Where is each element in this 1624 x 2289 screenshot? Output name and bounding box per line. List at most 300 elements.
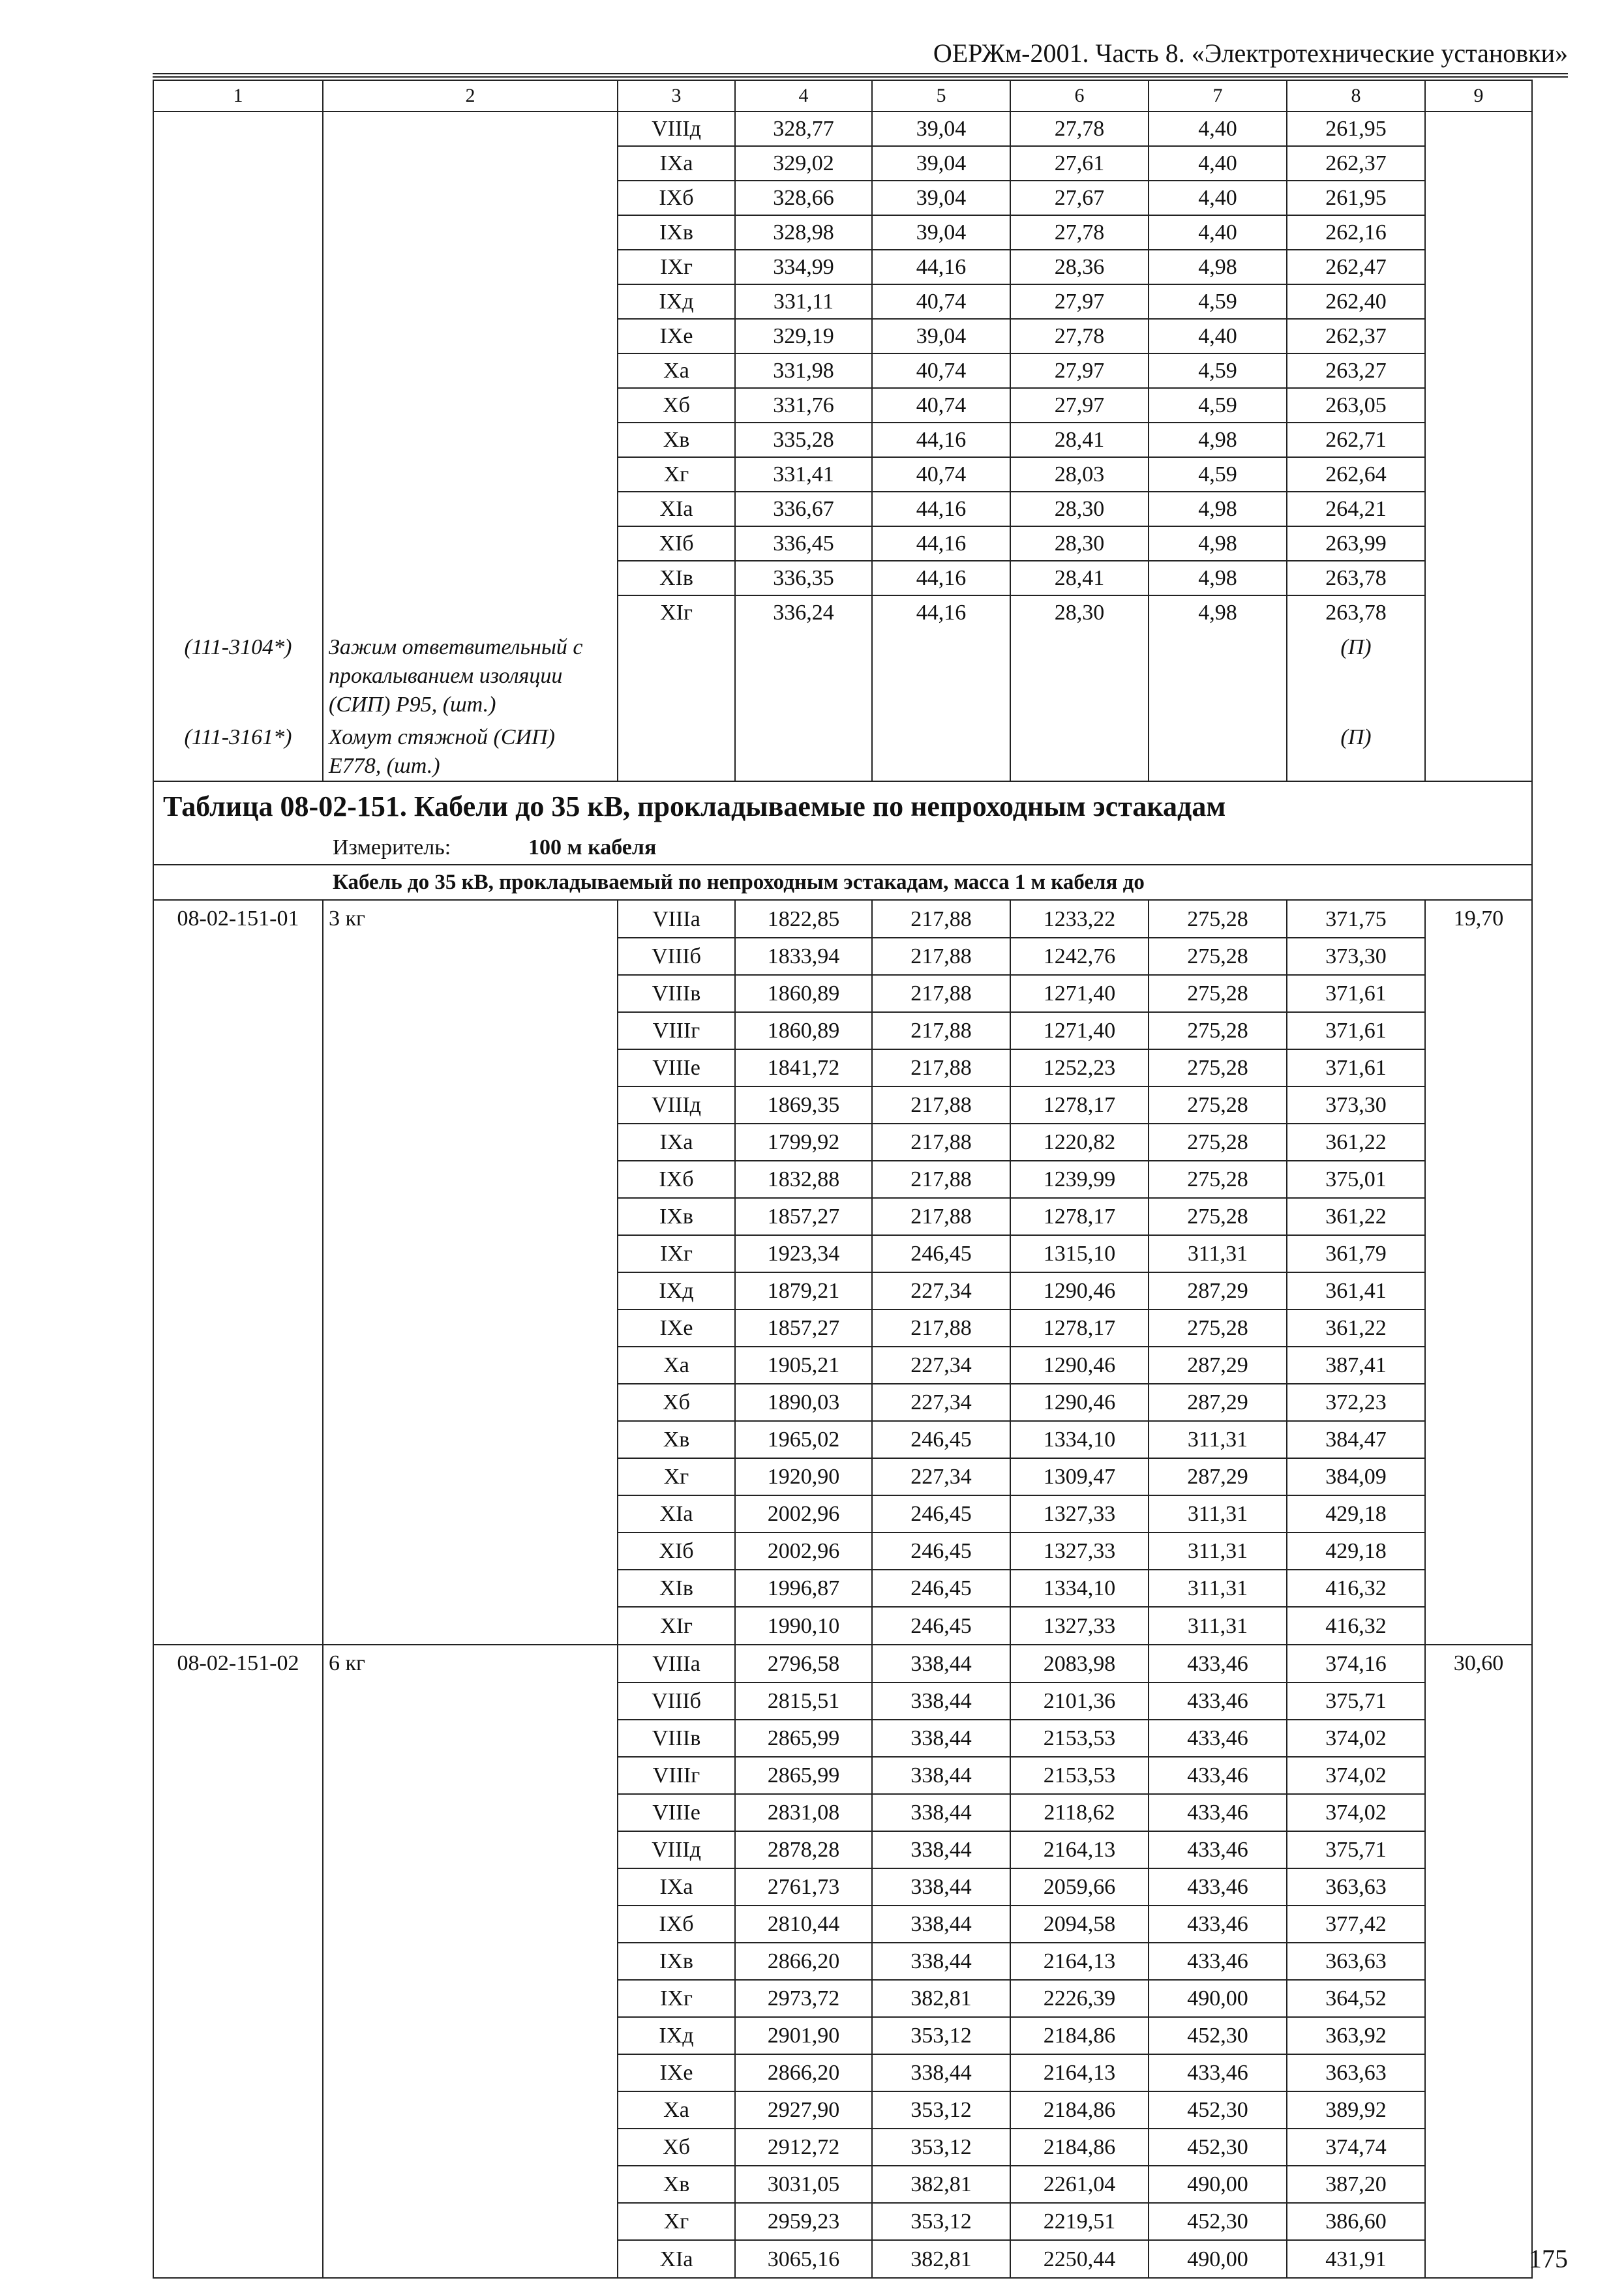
name-cell: [323, 1533, 618, 1570]
name-cell: [323, 595, 618, 629]
value-cell: 4,98: [1149, 423, 1287, 457]
value-cell: 2866,20: [735, 1943, 872, 1980]
value-cell: [1425, 2091, 1532, 2129]
value-cell: 2912,72: [735, 2129, 872, 2166]
measure-value: 100 м кабеля: [528, 835, 657, 860]
code-cell: [153, 1495, 323, 1533]
value-cell: 371,75: [1287, 900, 1425, 938]
zone-cell: IXв: [618, 215, 735, 250]
value-cell: 246,45: [872, 1421, 1010, 1458]
table-row: [153, 146, 1532, 181]
code-cell: [153, 1906, 323, 1943]
zone-cell: IXв: [618, 1198, 735, 1235]
code-cell: [153, 1309, 323, 1347]
zone-cell: XIа: [618, 1495, 735, 1533]
column-number: 4: [735, 80, 872, 112]
value-cell: 2118,62: [1010, 1794, 1149, 1831]
value-cell: 1327,33: [1010, 1533, 1149, 1570]
value-cell: [1425, 2203, 1532, 2240]
value-cell: 4,98: [1149, 526, 1287, 561]
value-cell: 4,98: [1149, 561, 1287, 595]
name-cell: [323, 1272, 618, 1309]
table-row: [153, 2054, 1532, 2091]
zone-cell: Xа: [618, 1347, 735, 1384]
value-cell: [1425, 938, 1532, 975]
code-cell: [153, 1235, 323, 1272]
value-cell: 384,09: [1287, 1458, 1425, 1495]
subtitle-row: [153, 865, 1532, 900]
name-cell: [323, 284, 618, 319]
value-cell: 27,97: [1010, 284, 1149, 319]
value-cell: 263,78: [1287, 561, 1425, 595]
value-cell: 227,34: [872, 1458, 1010, 1495]
value-cell: 2866,20: [735, 2054, 872, 2091]
value-cell: 331,98: [735, 353, 872, 388]
value-cell: 363,92: [1287, 2017, 1425, 2054]
value-cell: 374,74: [1287, 2129, 1425, 2166]
value-cell: 4,98: [1149, 595, 1287, 629]
table-row: [153, 1495, 1532, 1533]
name-cell: [323, 1421, 618, 1458]
value-cell: 4,40: [1149, 215, 1287, 250]
value-cell: 246,45: [872, 1607, 1010, 1645]
value-cell: 40,74: [872, 353, 1010, 388]
value-cell: 311,31: [1149, 1421, 1287, 1458]
value-cell: [1425, 1272, 1532, 1309]
table-row: [153, 1198, 1532, 1235]
code-cell: [153, 2091, 323, 2129]
name-cell: [323, 1124, 618, 1161]
rates-table: [153, 80, 1533, 2279]
name-cell: [323, 1906, 618, 1943]
name-cell: [323, 526, 618, 561]
value-cell: 40,74: [872, 284, 1010, 319]
code-cell: [153, 1421, 323, 1458]
zone-cell: Xб: [618, 2129, 735, 2166]
value-cell: 1290,46: [1010, 1347, 1149, 1384]
value-cell: 371,61: [1287, 1012, 1425, 1049]
value-cell: 433,46: [1149, 1868, 1287, 1906]
value-cell: 1242,76: [1010, 938, 1149, 975]
code-cell: [153, 2017, 323, 2054]
zone-cell: VIIIа: [618, 900, 735, 938]
value-cell: 329,19: [735, 319, 872, 353]
value-cell: 353,12: [872, 2203, 1010, 2240]
value-cell: 328,66: [735, 181, 872, 215]
value-cell: [1425, 1458, 1532, 1495]
table-title-row: [153, 781, 1532, 831]
value-cell: [1149, 629, 1287, 719]
name-cell: [323, 457, 618, 492]
value-cell: 275,28: [1149, 975, 1287, 1012]
table-row: [153, 1086, 1532, 1124]
code-cell: [153, 1794, 323, 1831]
value-cell: 433,46: [1149, 1757, 1287, 1794]
value-cell: [1425, 353, 1532, 388]
table-row: [153, 181, 1532, 215]
value-cell: 227,34: [872, 1347, 1010, 1384]
table-row: [153, 457, 1532, 492]
value-cell: [1425, 1906, 1532, 1943]
value-cell: 2878,28: [735, 1831, 872, 1868]
value-cell: 27,97: [1010, 388, 1149, 423]
value-cell: 338,44: [872, 1868, 1010, 1906]
name-cell: [323, 215, 618, 250]
value-cell: 2002,96: [735, 1533, 872, 1570]
value-cell: 2164,13: [1010, 2054, 1149, 2091]
value-cell: 27,78: [1010, 319, 1149, 353]
value-cell: 338,44: [872, 1831, 1010, 1868]
name-cell: [323, 388, 618, 423]
value-cell: 28,30: [1010, 492, 1149, 526]
value-cell: 27,97: [1010, 353, 1149, 388]
value-cell: 4,40: [1149, 319, 1287, 353]
value-cell: 1315,10: [1010, 1235, 1149, 1272]
value-cell: 364,52: [1287, 1980, 1425, 2017]
value-cell: 4,59: [1149, 284, 1287, 319]
code-cell: [153, 1347, 323, 1384]
value-cell: 28,41: [1010, 561, 1149, 595]
value-cell: [1425, 1794, 1532, 1831]
value-cell: 2865,99: [735, 1757, 872, 1794]
zone-cell: Xв: [618, 1421, 735, 1458]
zone-cell: VIIIд: [618, 1086, 735, 1124]
name-cell: [323, 2240, 618, 2278]
table-row: [153, 319, 1532, 353]
value-cell: 2164,13: [1010, 1831, 1149, 1868]
zone-cell: IXг: [618, 1980, 735, 2017]
value-cell: 1879,21: [735, 1272, 872, 1309]
value-cell: 1327,33: [1010, 1495, 1149, 1533]
table-row: [153, 938, 1532, 975]
value-cell: 2059,66: [1010, 1868, 1149, 1906]
name-cell: [323, 2166, 618, 2203]
value-cell: 353,12: [872, 2091, 1010, 2129]
value-cell: 287,29: [1149, 1347, 1287, 1384]
name-cell: [323, 1831, 618, 1868]
value-cell: 331,11: [735, 284, 872, 319]
value-cell: 373,30: [1287, 938, 1425, 975]
table-row: [153, 2129, 1532, 2166]
value-cell: 217,88: [872, 938, 1010, 975]
zone-cell: IXб: [618, 1161, 735, 1198]
value-cell: [1425, 423, 1532, 457]
value-cell: [1425, 112, 1532, 146]
table-row: [153, 1757, 1532, 1794]
value-cell: 338,44: [872, 2054, 1010, 2091]
value-cell: 246,45: [872, 1533, 1010, 1570]
value-cell: 338,44: [872, 1720, 1010, 1757]
value-cell: 287,29: [1149, 1272, 1287, 1309]
name-cell: [323, 1049, 618, 1086]
value-cell: 384,47: [1287, 1421, 1425, 1458]
value-cell: [1425, 1347, 1532, 1384]
value-cell: [1425, 1868, 1532, 1906]
table-row: [153, 250, 1532, 284]
value-cell: 262,64: [1287, 457, 1425, 492]
value-cell: 263,27: [1287, 353, 1425, 388]
subtitle-cell: [153, 865, 1532, 900]
value-cell: 246,45: [872, 1235, 1010, 1272]
code-cell: [153, 423, 323, 457]
value-cell: 44,16: [872, 423, 1010, 457]
table-row: [153, 975, 1532, 1012]
value-cell: 433,46: [1149, 1906, 1287, 1943]
zone-cell: XIг: [618, 595, 735, 629]
value-cell: [1149, 719, 1287, 781]
value-cell: 363,63: [1287, 1868, 1425, 1906]
value-cell: 328,98: [735, 215, 872, 250]
code-cell: [153, 1757, 323, 1794]
table-row: [153, 595, 1532, 629]
name-cell: [323, 1347, 618, 1384]
code-cell: [153, 1607, 323, 1645]
zone-cell: VIIIв: [618, 1720, 735, 1757]
value-cell: 2226,39: [1010, 1980, 1149, 2017]
value-cell: 429,18: [1287, 1495, 1425, 1533]
table-row: [153, 1720, 1532, 1757]
code-cell: [153, 561, 323, 595]
material-code: (111-3104*): [153, 629, 323, 719]
value-cell: [1425, 1421, 1532, 1458]
value-cell: 27,61: [1010, 146, 1149, 181]
value-cell: [1010, 629, 1149, 719]
value-cell: [1425, 1980, 1532, 2017]
name-cell: [323, 1607, 618, 1645]
value-cell: 217,88: [872, 1161, 1010, 1198]
name-cell: [323, 2203, 618, 2240]
value-cell: 433,46: [1149, 1943, 1287, 1980]
value-cell: 28,36: [1010, 250, 1149, 284]
zone-cell: XIб: [618, 526, 735, 561]
name-cell: [323, 2129, 618, 2166]
value-cell: 264,21: [1287, 492, 1425, 526]
value-cell: [1425, 2240, 1532, 2278]
value-cell: 2261,04: [1010, 2166, 1149, 2203]
value-cell: [1425, 215, 1532, 250]
value-cell: 2796,58: [735, 1645, 872, 1683]
header-rule: [153, 76, 1568, 78]
value-cell: [1425, 975, 1532, 1012]
column-number: 3: [618, 80, 735, 112]
value-cell: 27,78: [1010, 215, 1149, 250]
value-cell: 217,88: [872, 1198, 1010, 1235]
name-cell: [323, 1794, 618, 1831]
value-cell: [1010, 719, 1149, 781]
value-cell: 4,40: [1149, 112, 1287, 146]
value-cell: [872, 719, 1010, 781]
value-cell: 275,28: [1149, 1124, 1287, 1161]
value-cell: 44,16: [872, 526, 1010, 561]
value-cell: 374,16: [1287, 1645, 1425, 1683]
value-cell: 217,88: [872, 1012, 1010, 1049]
zone-cell: VIIIв: [618, 975, 735, 1012]
value-cell: 2184,86: [1010, 2129, 1149, 2166]
value-cell: [1425, 181, 1532, 215]
document-header-title: ОЕРЖм-2001. Часть 8. «Электротехнические установки»: [933, 38, 1568, 68]
name-cell: [323, 353, 618, 388]
value-cell: 1869,35: [735, 1086, 872, 1124]
table-row: [153, 1347, 1532, 1384]
value-cell: 217,88: [872, 975, 1010, 1012]
column-number: 6: [1010, 80, 1149, 112]
table-subtitle: Кабель до 35 кВ, прокладываемый по непроходным эстакадам, масса 1 м кабеля до: [333, 871, 1145, 894]
name-cell: [323, 1012, 618, 1049]
value-cell: 39,04: [872, 146, 1010, 181]
table-row: [153, 1980, 1532, 2017]
value-cell: 263,78: [1287, 595, 1425, 629]
code-cell: [153, 1570, 323, 1607]
value-cell: [1425, 1943, 1532, 1980]
value-cell: 2865,99: [735, 1720, 872, 1757]
zone-cell: XIб: [618, 1533, 735, 1570]
value-cell: 353,12: [872, 2129, 1010, 2166]
value-cell: 2002,96: [735, 1495, 872, 1533]
zone-cell: VIIIе: [618, 1794, 735, 1831]
value-cell: 2101,36: [1010, 1683, 1149, 1720]
value-cell: 4,98: [1149, 492, 1287, 526]
value-cell: [1425, 2129, 1532, 2166]
header-rule: [153, 73, 1568, 74]
code-cell: [153, 975, 323, 1012]
value-cell: 28,30: [1010, 526, 1149, 561]
value-cell: 1334,10: [1010, 1570, 1149, 1607]
zone-cell: VIIIб: [618, 938, 735, 975]
value-cell: 1857,27: [735, 1309, 872, 1347]
code-cell: [153, 1049, 323, 1086]
table-row: [153, 284, 1532, 319]
name-cell: [323, 1458, 618, 1495]
value-cell: 329,02: [735, 146, 872, 181]
zone-cell: Xа: [618, 2091, 735, 2129]
code-cell: [153, 319, 323, 353]
value-cell: 27,78: [1010, 112, 1149, 146]
value-cell: [1425, 146, 1532, 181]
value-cell: 2927,90: [735, 2091, 872, 2129]
value-cell: [1425, 1831, 1532, 1868]
column-number: 8: [1287, 80, 1425, 112]
code-cell: [153, 1384, 323, 1421]
value-cell: [1425, 1049, 1532, 1086]
name-cell: [323, 1943, 618, 1980]
material-unit: (П): [1287, 719, 1425, 781]
table-row: [153, 1049, 1532, 1086]
zone-cell: IXб: [618, 1906, 735, 1943]
value-cell: 3031,05: [735, 2166, 872, 2203]
table-row: [153, 1384, 1532, 1421]
value-cell: 1271,40: [1010, 1012, 1149, 1049]
table-row: [153, 1683, 1532, 1720]
value-cell: 433,46: [1149, 2054, 1287, 2091]
table-row: [153, 2091, 1532, 2129]
code-cell: [153, 1161, 323, 1198]
value-cell: 433,46: [1149, 1831, 1287, 1868]
value-cell: 338,44: [872, 1794, 1010, 1831]
value-cell: 2083,98: [1010, 1645, 1149, 1683]
code-cell: [153, 181, 323, 215]
value-cell: 1220,82: [1010, 1124, 1149, 1161]
value-cell: 353,12: [872, 2017, 1010, 2054]
table-row: [153, 1607, 1532, 1645]
value-cell: 1799,92: [735, 1124, 872, 1161]
name-cell: [323, 1720, 618, 1757]
code-cell: [153, 457, 323, 492]
rate-col9: 30,60: [1425, 1645, 1532, 1683]
table-row: [153, 1235, 1532, 1272]
value-cell: 2250,44: [1010, 2240, 1149, 2278]
value-cell: 261,95: [1287, 181, 1425, 215]
value-cell: 217,88: [872, 1124, 1010, 1161]
value-cell: 374,02: [1287, 1720, 1425, 1757]
value-cell: 262,40: [1287, 284, 1425, 319]
table-row: [153, 423, 1532, 457]
value-cell: 44,16: [872, 492, 1010, 526]
value-cell: [1425, 1495, 1532, 1533]
value-cell: 338,44: [872, 1683, 1010, 1720]
zone-cell: IXв: [618, 1943, 735, 1980]
value-cell: 3065,16: [735, 2240, 872, 2278]
zone-cell: XIв: [618, 1570, 735, 1607]
name-cell: [323, 1198, 618, 1235]
code-cell: [153, 1943, 323, 1980]
name-cell: [323, 1683, 618, 1720]
code-cell: [153, 1683, 323, 1720]
value-cell: 28,41: [1010, 423, 1149, 457]
value-cell: 1252,23: [1010, 1049, 1149, 1086]
value-cell: 361,41: [1287, 1272, 1425, 1309]
value-cell: 311,31: [1149, 1607, 1287, 1645]
value-cell: 1239,99: [1010, 1161, 1149, 1198]
zone-cell: VIIIд: [618, 112, 735, 146]
table-row: [153, 1421, 1532, 1458]
table-row: [153, 492, 1532, 526]
value-cell: 433,46: [1149, 1720, 1287, 1757]
value-cell: [1425, 319, 1532, 353]
code-cell: [153, 2129, 323, 2166]
material-row: [153, 629, 1532, 719]
value-cell: 1309,47: [1010, 1458, 1149, 1495]
value-cell: 275,28: [1149, 1049, 1287, 1086]
code-cell: [153, 1198, 323, 1235]
value-cell: 262,71: [1287, 423, 1425, 457]
value-cell: 1832,88: [735, 1161, 872, 1198]
value-cell: 336,35: [735, 561, 872, 595]
value-cell: [1425, 719, 1532, 781]
value-cell: 387,41: [1287, 1347, 1425, 1384]
code-cell: [153, 1868, 323, 1906]
value-cell: 416,32: [1287, 1570, 1425, 1607]
column-number: 2: [323, 80, 618, 112]
measure-cell: [153, 831, 1532, 865]
value-cell: 431,91: [1287, 2240, 1425, 2278]
value-cell: 2219,51: [1010, 2203, 1149, 2240]
table-row: [153, 900, 1532, 938]
zone-cell: IXе: [618, 319, 735, 353]
value-cell: [1425, 1683, 1532, 1720]
value-cell: 2810,44: [735, 1906, 872, 1943]
value-cell: 1905,21: [735, 1347, 872, 1384]
table-row: [153, 526, 1532, 561]
zone-cell: IXг: [618, 250, 735, 284]
value-cell: 371,61: [1287, 1049, 1425, 1086]
value-cell: 1822,85: [735, 900, 872, 938]
name-cell: [323, 2017, 618, 2054]
value-cell: 287,29: [1149, 1458, 1287, 1495]
value-cell: 1923,34: [735, 1235, 872, 1272]
value-cell: 246,45: [872, 1495, 1010, 1533]
table-row: [153, 1161, 1532, 1198]
value-cell: 262,37: [1287, 319, 1425, 353]
